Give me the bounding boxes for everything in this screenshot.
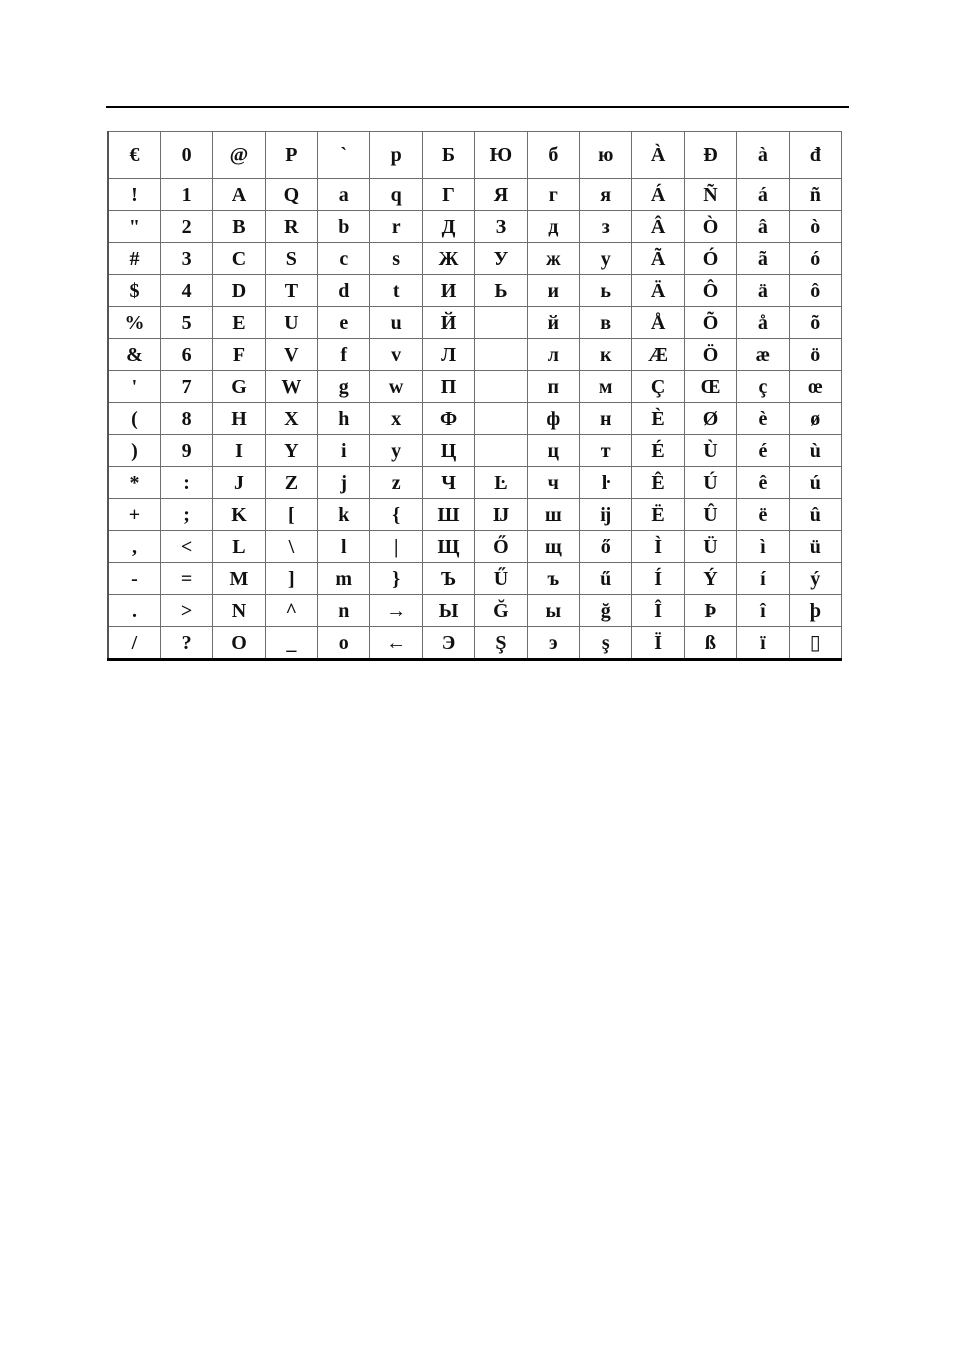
table-cell: к [580, 339, 632, 371]
table-cell: ü [789, 531, 841, 563]
table-row [108, 179, 842, 211]
table-cell: Ŀ [475, 467, 527, 499]
table-cell: $ [108, 275, 160, 307]
table-row [108, 307, 842, 339]
table-cell: л [527, 339, 579, 371]
table-cell: Q [265, 179, 317, 211]
table-cell: [ [265, 499, 317, 531]
table-cell: = [160, 563, 212, 595]
table-cell: ó [789, 243, 841, 275]
table-cell: 7 [160, 371, 212, 403]
table-cell: Á [632, 179, 684, 211]
table-cell: E [213, 307, 265, 339]
table-cell: ő [580, 531, 632, 563]
table-cell: г [527, 179, 579, 211]
table-row [108, 132, 842, 179]
table-cell: Ц [422, 435, 474, 467]
table-cell: ч [527, 467, 579, 499]
table-cell: ж [527, 243, 579, 275]
table-cell: L [213, 531, 265, 563]
table-cell: U [265, 307, 317, 339]
table-cell: Ö [684, 339, 736, 371]
table-row [108, 403, 842, 435]
table-cell: q [370, 179, 422, 211]
table-cell: ä [737, 275, 789, 307]
table-cell: å [737, 307, 789, 339]
table-cell: ш [527, 499, 579, 531]
table-cell: æ [737, 339, 789, 371]
table-cell: à [737, 132, 789, 179]
table-cell: O [213, 627, 265, 660]
table-cell: | [370, 531, 422, 563]
table-cell: ĳ [580, 499, 632, 531]
table-cell: N [213, 595, 265, 627]
table-cell: ! [108, 179, 160, 211]
table-cell: Ù [684, 435, 736, 467]
top-rule [106, 106, 849, 108]
table-cell: a [318, 179, 370, 211]
table-cell: у [580, 243, 632, 275]
table-cell: % [108, 307, 160, 339]
table-cell: Ú [684, 467, 736, 499]
table-cell: u [370, 307, 422, 339]
table-cell: ì [737, 531, 789, 563]
table-cell: ú [789, 467, 841, 499]
table-cell: т [580, 435, 632, 467]
table-cell: c [318, 243, 370, 275]
table-cell: b [318, 211, 370, 243]
table-row [108, 531, 842, 563]
table-cell: ю [580, 132, 632, 179]
table-cell: 1 [160, 179, 212, 211]
table-cell: ; [160, 499, 212, 531]
table-row [108, 627, 842, 660]
table-cell: Ü [684, 531, 736, 563]
table-cell: Ю [475, 132, 527, 179]
table-cell: v [370, 339, 422, 371]
table-cell: → [370, 595, 422, 627]
table-row [108, 339, 842, 371]
table-cell: Ь [475, 275, 527, 307]
table-cell: A [213, 179, 265, 211]
table-cell: я [580, 179, 632, 211]
table-cell: ê [737, 467, 789, 499]
table-cell: Z [265, 467, 317, 499]
table-cell: Ч [422, 467, 474, 499]
table-cell [475, 435, 527, 467]
table-cell: H [213, 403, 265, 435]
table-cell: п [527, 371, 579, 403]
table-cell: Ç [632, 371, 684, 403]
table-cell: R [265, 211, 317, 243]
character-table-body [108, 132, 842, 660]
table-cell: @ [213, 132, 265, 179]
table-cell: } [370, 563, 422, 595]
table-cell: á [737, 179, 789, 211]
table-cell: * [108, 467, 160, 499]
table-cell: Й [422, 307, 474, 339]
table-cell: и [527, 275, 579, 307]
table-cell: ø [789, 403, 841, 435]
table-cell: . [108, 595, 160, 627]
table-cell: K [213, 499, 265, 531]
table-cell: м [580, 371, 632, 403]
table-cell: Б [422, 132, 474, 179]
table-cell [475, 371, 527, 403]
table-cell: ç [737, 371, 789, 403]
table-row [108, 595, 842, 627]
table-row [108, 435, 842, 467]
table-cell: # [108, 243, 160, 275]
table-cell: 2 [160, 211, 212, 243]
table-cell: Ы [422, 595, 474, 627]
table-cell: ö [789, 339, 841, 371]
table-cell: p [370, 132, 422, 179]
table-cell: й [527, 307, 579, 339]
table-cell: o [318, 627, 370, 660]
table-cell: l [318, 531, 370, 563]
table-cell: V [265, 339, 317, 371]
table-cell: ã [737, 243, 789, 275]
table-cell: / [108, 627, 160, 660]
table-cell: Ì [632, 531, 684, 563]
table-cell [475, 403, 527, 435]
table-cell: ` [318, 132, 370, 179]
table-cell: e [318, 307, 370, 339]
table-cell: 6 [160, 339, 212, 371]
table-cell: 5 [160, 307, 212, 339]
table-cell: , [108, 531, 160, 563]
table-cell: & [108, 339, 160, 371]
table-cell: Ф [422, 403, 474, 435]
table-cell: Õ [684, 307, 736, 339]
table-cell: đ [789, 132, 841, 179]
table-cell: é [737, 435, 789, 467]
table-cell: ' [108, 371, 160, 403]
table-cell: € [108, 132, 160, 179]
table-cell: ô [789, 275, 841, 307]
table-cell: 4 [160, 275, 212, 307]
table-cell: õ [789, 307, 841, 339]
table-cell: Э [422, 627, 474, 660]
table-cell: Đ [684, 132, 736, 179]
table-cell: Þ [684, 595, 736, 627]
table-cell: \ [265, 531, 317, 563]
table-row [108, 275, 842, 307]
table-cell: â [737, 211, 789, 243]
table-cell: m [318, 563, 370, 595]
table-cell: ф [527, 403, 579, 435]
table-cell: щ [527, 531, 579, 563]
table-row [108, 371, 842, 403]
table-cell: è [737, 403, 789, 435]
table-cell: : [160, 467, 212, 499]
table-cell: D [213, 275, 265, 307]
table-cell: Ó [684, 243, 736, 275]
table-cell: g [318, 371, 370, 403]
table-cell: + [108, 499, 160, 531]
table-cell: ß [684, 627, 736, 660]
table-cell: f [318, 339, 370, 371]
table-cell: ï [737, 627, 789, 660]
table-cell: н [580, 403, 632, 435]
table-cell: Ø [684, 403, 736, 435]
table-cell: ] [265, 563, 317, 595]
table-cell: 0 [160, 132, 212, 179]
table-cell: ы [527, 595, 579, 627]
table-cell: Л [422, 339, 474, 371]
table-cell: ş [580, 627, 632, 660]
table-cell: û [789, 499, 841, 531]
table-cell: M [213, 563, 265, 595]
table-cell: ^ [265, 595, 317, 627]
table-cell: z [370, 467, 422, 499]
table-cell: Œ [684, 371, 736, 403]
table-cell: Ő [475, 531, 527, 563]
table-cell: t [370, 275, 422, 307]
table-cell: ğ [580, 595, 632, 627]
table-row [108, 243, 842, 275]
table-cell: n [318, 595, 370, 627]
table-cell: Â [632, 211, 684, 243]
table-cell: Ğ [475, 595, 527, 627]
table-cell: Y [265, 435, 317, 467]
table-cell: Ë [632, 499, 684, 531]
table-cell: ъ [527, 563, 579, 595]
table-cell: À [632, 132, 684, 179]
table-cell: б [527, 132, 579, 179]
table-cell: з [580, 211, 632, 243]
table-cell [475, 307, 527, 339]
table-cell [475, 339, 527, 371]
table-row [108, 467, 842, 499]
character-table [107, 131, 842, 661]
table-cell: F [213, 339, 265, 371]
table-cell: д [527, 211, 579, 243]
table-cell: ű [580, 563, 632, 595]
table-cell: П [422, 371, 474, 403]
table-cell: Ý [684, 563, 736, 595]
table-cell: î [737, 595, 789, 627]
table-cell: Д [422, 211, 474, 243]
table-cell: É [632, 435, 684, 467]
table-cell: Ш [422, 499, 474, 531]
table-cell: ) [108, 435, 160, 467]
table-cell: T [265, 275, 317, 307]
table-cell: У [475, 243, 527, 275]
table-cell: Г [422, 179, 474, 211]
table-cell: 9 [160, 435, 212, 467]
table-cell: Ж [422, 243, 474, 275]
table-cell: œ [789, 371, 841, 403]
table-cell: ŀ [580, 467, 632, 499]
table-cell: Ä [632, 275, 684, 307]
table-cell: s [370, 243, 422, 275]
table-cell: P [265, 132, 317, 179]
table-cell: j [318, 467, 370, 499]
table-cell: в [580, 307, 632, 339]
table-cell: И [422, 275, 474, 307]
table-cell: í [737, 563, 789, 595]
table-cell: X [265, 403, 317, 435]
table-cell: W [265, 371, 317, 403]
table-cell: Å [632, 307, 684, 339]
table-cell: ý [789, 563, 841, 595]
table-cell: i [318, 435, 370, 467]
table-cell: Í [632, 563, 684, 595]
table-cell: È [632, 403, 684, 435]
table-row [108, 563, 842, 595]
table-cell: ë [737, 499, 789, 531]
table-cell: C [213, 243, 265, 275]
table-cell: Ã [632, 243, 684, 275]
table-cell: Ò [684, 211, 736, 243]
table-cell: Ñ [684, 179, 736, 211]
table-cell: Ъ [422, 563, 474, 595]
table-cell: Щ [422, 531, 474, 563]
table-cell: w [370, 371, 422, 403]
table-cell: ь [580, 275, 632, 307]
table-cell: Ê [632, 467, 684, 499]
table-cell: þ [789, 595, 841, 627]
table-cell: Ô [684, 275, 736, 307]
table-cell: Ş [475, 627, 527, 660]
table-cell: Ű [475, 563, 527, 595]
table-cell: Я [475, 179, 527, 211]
table-cell: ? [160, 627, 212, 660]
table-cell: Æ [632, 339, 684, 371]
table-cell: - [108, 563, 160, 595]
table-cell: > [160, 595, 212, 627]
table-cell: ц [527, 435, 579, 467]
table-cell: 8 [160, 403, 212, 435]
table-row [108, 499, 842, 531]
table-cell: B [213, 211, 265, 243]
table-cell: { [370, 499, 422, 531]
table-cell: ( [108, 403, 160, 435]
table-cell: y [370, 435, 422, 467]
table-cell: Î [632, 595, 684, 627]
table-cell: J [213, 467, 265, 499]
table-cell: ò [789, 211, 841, 243]
table-cell: x [370, 403, 422, 435]
table-row [108, 211, 842, 243]
table-cell: d [318, 275, 370, 307]
table-cell: k [318, 499, 370, 531]
table-cell: ← [370, 627, 422, 660]
table-cell: З [475, 211, 527, 243]
table-cell: э [527, 627, 579, 660]
table-cell: Û [684, 499, 736, 531]
table-cell: " [108, 211, 160, 243]
table-cell: ñ [789, 179, 841, 211]
table-cell: < [160, 531, 212, 563]
table-cell: 3 [160, 243, 212, 275]
table-cell: Ĳ [475, 499, 527, 531]
table-cell: S [265, 243, 317, 275]
table-cell: I [213, 435, 265, 467]
table-cell: ▯ [789, 627, 841, 660]
table-cell: h [318, 403, 370, 435]
table-cell: _ [265, 627, 317, 660]
table-cell: G [213, 371, 265, 403]
table-cell: Ï [632, 627, 684, 660]
table-cell: r [370, 211, 422, 243]
table-cell: ù [789, 435, 841, 467]
